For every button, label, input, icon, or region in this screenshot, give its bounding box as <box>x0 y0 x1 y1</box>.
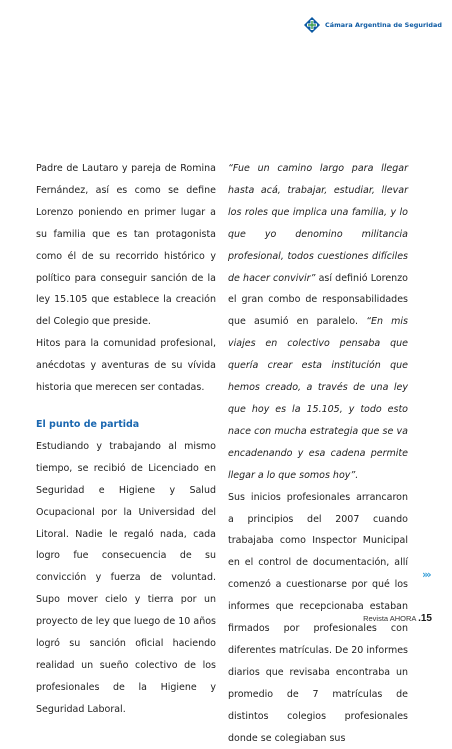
milestones-paragraph: Hitos para la comunidad profesional, anécdotas y aventuras de su vívida historia que merecen ser contadas. <box>36 338 216 394</box>
continue-arrows-icon: ››› <box>422 568 430 581</box>
quote-attribution-text: así definió Lorenzo el gran combo de responsabilidades que asumió en paralelo. <box>228 272 408 328</box>
section-subheading: El punto de partida <box>36 418 140 430</box>
camara-logo-icon <box>302 15 322 35</box>
org-name: Cámara Argentina de Seguridad <box>325 21 442 29</box>
header <box>302 15 442 35</box>
article-column-right <box>228 158 408 749</box>
beginnings-paragraph: Sus inicios profesionales arrancaron a principios del 2007 cuando trabajaba como Inspector Municipal en el control de documentación, allí comenzó a cuestionarse por qué los informes que recepcionaba estaban firmados por profesionales con diferentes matrículas. De 20 informes diarios que revisaba encontraba un promedio de 7 matrículas de distintos colegios profesionales donde se colegiaban sus <box>228 491 408 744</box>
article-column-left <box>36 158 216 721</box>
quote-text-1: “Fue un camino largo para llegar hasta acá, trabajar, estudiar, llevar los roles que implica una familia, y lo que yo denomino militancia profesional, todos cuestiones difíciles de hacer convivir” <box>228 163 408 284</box>
page-number-separator: . <box>418 613 421 624</box>
magazine-name: Revista AHORA <box>363 614 416 623</box>
page-number: 15 <box>420 613 432 624</box>
studies-paragraph: Estudiando y trabajando al mismo tiempo, se recibió de Licenciado en Seguridad e Higiene y Salud Ocupacional por la Universidad del Litoral. Nadie le regaló nada, cada logro fue consecuencia de su convicción y fuerza de voluntad. Supo mover cielo y tierra por un proyecto de ley que luego de 10 años logró su sanción oficial haciendo realidad un sueño colectivo de los profesionales de la Higiene y Seguridad Laboral. <box>36 440 216 715</box>
intro-paragraph: Padre de Lautaro y pareja de Romina Fernández, así es como se define Lorenzo poniendo en primer lugar a su familia que es tan protagonista como él de su recorrido histórico y político para conseguir sanción de la ley 15.105 que establece la creación del Colegio que preside. <box>36 163 216 328</box>
quote-paragraph <box>228 158 408 487</box>
quote-text-2: “En mis viajes en colectivo pensaba que quería crear esta institución que hemos creado, a través de una ley que hoy es la 15.105, y todo esto nace con mucha estrategia que se va encadenando y esa cadena permite llegar a lo que somos hoy”. <box>228 316 408 481</box>
page-footer <box>363 613 432 624</box>
